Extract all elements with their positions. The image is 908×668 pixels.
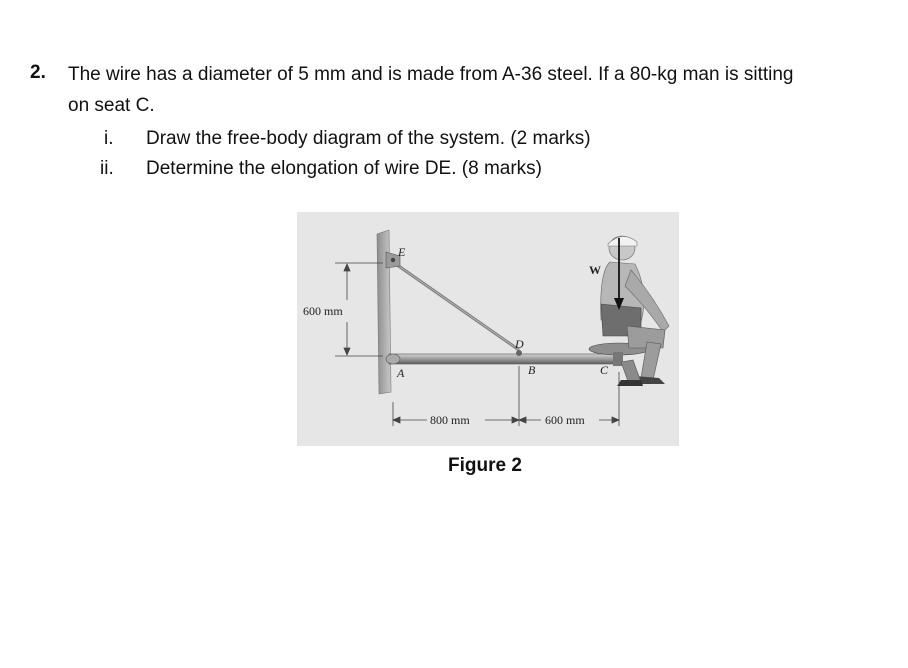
part-i-text: Draw the free-body diagram of the system. (2 marks) (146, 128, 591, 149)
label-a: A (397, 366, 405, 380)
dim-800mm: 800 mm (430, 413, 470, 427)
label-w: W (589, 263, 601, 277)
pin-a (386, 354, 400, 364)
figure-caption: Figure 2 (448, 455, 522, 476)
question-text-line-2: on seat C. (68, 95, 155, 116)
dim-600mm-vertical: 600 mm (303, 304, 343, 318)
part-i-number: i. (104, 128, 114, 149)
label-d: D (515, 337, 524, 351)
label-c: C (600, 363, 609, 377)
beam-ac (389, 354, 621, 364)
question-text-line-1: The wire has a diameter of 5 mm and is made from A-36 steel. If a 80-kg man is sitting (68, 64, 794, 85)
label-b: B (528, 363, 536, 377)
part-ii-number: ii. (100, 158, 114, 179)
question-number: 2. (30, 62, 46, 83)
label-e: E (398, 245, 406, 259)
figure-2-diagram (297, 212, 679, 446)
part-ii-text: Determine the elongation of wire DE. (8 marks) (146, 158, 542, 179)
dim-600mm-horizontal: 600 mm (545, 413, 585, 427)
